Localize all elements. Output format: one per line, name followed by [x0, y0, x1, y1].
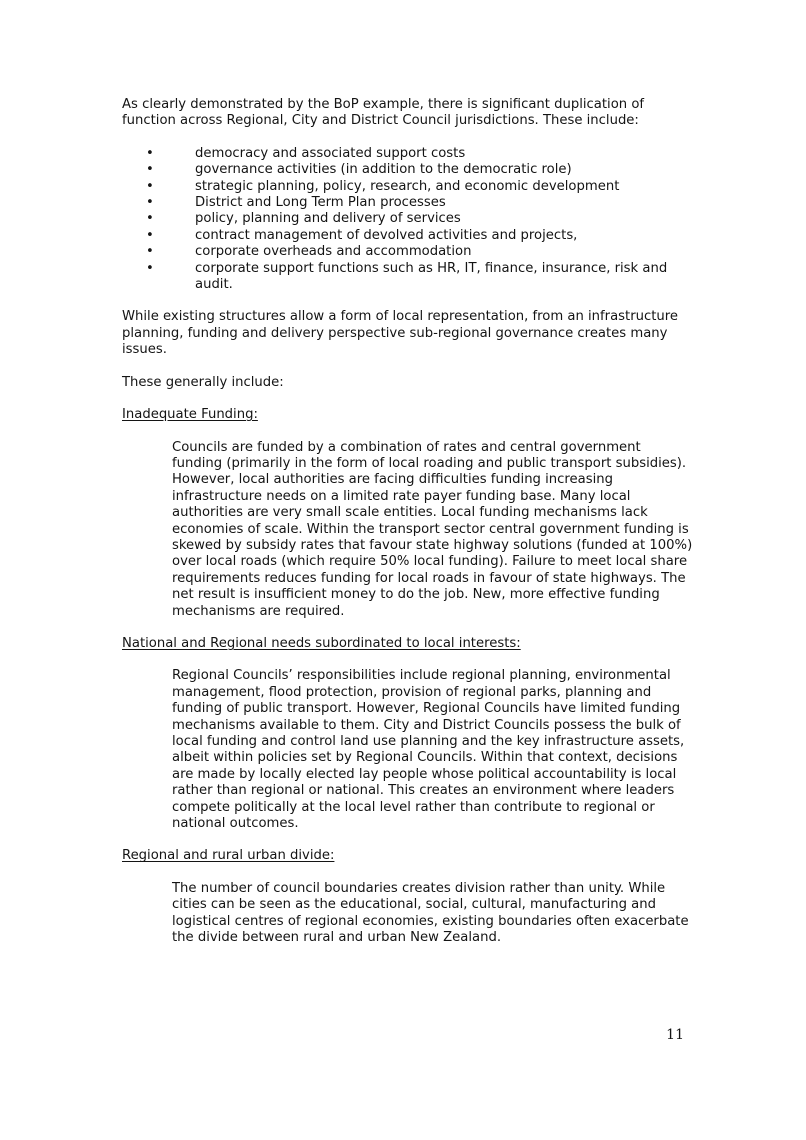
bullet-icon: • — [146, 244, 154, 260]
bullet-icon: • — [146, 195, 154, 211]
page-number: 11 — [666, 1027, 684, 1043]
bullet-icon: • — [146, 162, 154, 178]
page-body — [122, 97, 694, 946]
bullet-icon: • — [146, 145, 154, 161]
section-body-inadequate-funding: Councils are funded by a combination of rates and central government funding (primarily in the form of local roading and public transport subsidies). However, local authorities are facing difficulties funding increasing infrastructure needs on a limited rate payer funding base. Many local authorities are very small scale entities. Local funding mechanisms lack economies of scale. Within the transport sector central government funding is skewed by subsidy rates that favour state highway solutions (funded at 100%) over local roads (which require 50% local funding). Failure to meet local share requirements reduces funding for local roads in favour of state highways. The net result is insufficient money to do the job. New, more effective funding mechanisms are required. — [172, 439, 693, 619]
section-body-national-regional-needs: Regional Councils’ responsibilities include regional planning, environmental management, flood protection, provision of regional parks, planning and funding of public transport. However, Regional Councils have limited funding mechanisms available to them. City and District Councils possess the bulk of local funding and control land use planning and the key infrastructure assets, albeit within policies set by Regional Councils. Within that context, decisions are made by locally elected lay people whose political accountability is local rather than regional or national. This creates an environment where leaders compete politically at the local level rather than contribute to regional or national outcomes. — [172, 668, 685, 832]
list-item: • corporate support functions such as HR, IT, finance, insurance, risk and audit. — [146, 260, 668, 293]
bullet-icon: • — [146, 178, 154, 194]
generally-include-paragraph: These generally include: — [122, 374, 284, 390]
list-item: • democracy and associated support costs — [146, 145, 466, 161]
duplication-list — [122, 146, 694, 294]
list-item: • District and Long Term Plan processes — [146, 195, 446, 211]
section-body-rural-urban-divide: The number of council boundaries creates division rather than unity. While cities can be seen as the educational, social, cultural, manufacturing and logistical centres of regional economies, existing boundaries often exacerbate the divide between rural and urban New Zealand. — [172, 880, 689, 946]
bullet-icon: • — [146, 227, 154, 243]
list-item: • governance activities (in addition to the democratic role) — [146, 162, 572, 178]
intro-paragraph: As clearly demonstrated by the BoP example, there is significant duplication of function across Regional, City and District Council jurisdictions. These include: — [122, 97, 645, 129]
list-item: • strategic planning, policy, research, and economic development — [146, 178, 620, 194]
existing-structures-paragraph: While existing structures allow a form of local representation, from an infrastructure planning, funding and delivery perspective sub-regional governance creates many issues. — [122, 309, 679, 358]
bullet-icon: • — [146, 260, 154, 276]
section-heading-rural-urban-divide: Regional and rural urban divide: — [122, 848, 335, 864]
list-item: • contract management of devolved activities and projects, — [146, 227, 578, 243]
section-heading-inadequate-funding: Inadequate Funding: — [122, 407, 258, 423]
list-item: • policy, planning and delivery of services — [146, 211, 461, 227]
section-heading-national-regional-needs: National and Regional needs subordinated to local interests: — [122, 635, 521, 651]
list-item: • corporate overheads and accommodation — [146, 244, 472, 260]
bullet-icon: • — [146, 211, 154, 227]
